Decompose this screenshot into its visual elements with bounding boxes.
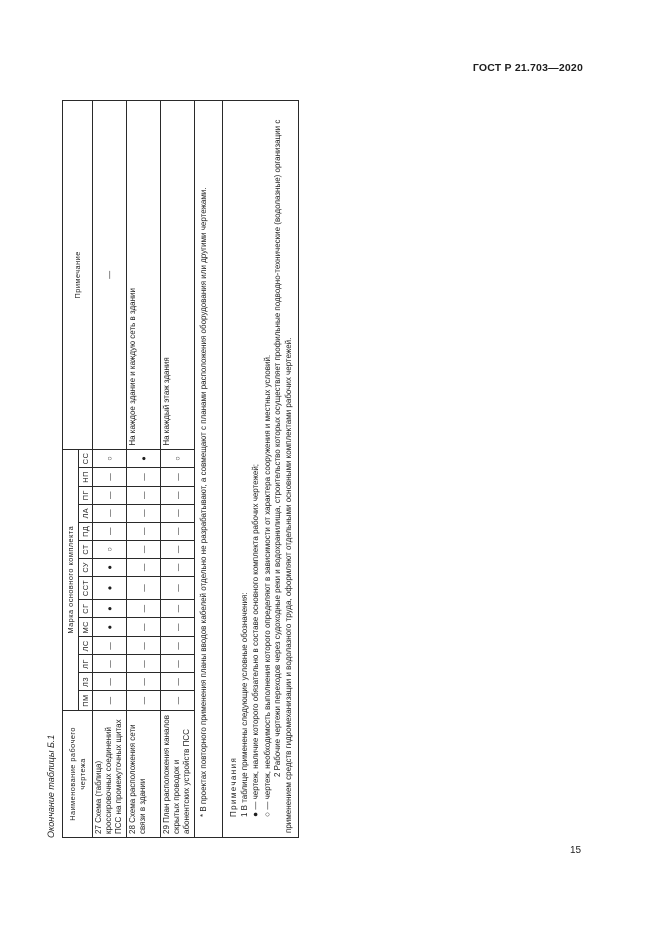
mark-cell: — [127,540,161,558]
mark-cell: — [127,655,161,673]
row-note: — [93,101,127,450]
row-name: 29 План расположения каналов скрытых проводок и абонентских устройств ПСС [161,710,195,837]
drawings-table [62,100,299,838]
footnote-text: * В проектах повторного применения планы вводов кабелей отдельно не разрабатывают, а совмещают с планами расположения оборудования или другими чертежами. [199,187,208,817]
mark-header: СУ [79,558,93,576]
mark-cell: ○ [93,540,127,558]
mark-cell: ● [93,558,127,576]
mark-header: ССТ [79,576,93,599]
mark-header: ЛЗ [79,673,93,691]
row-name: 28 Схема расположения сети связи в здании [127,710,161,837]
mark-cell: — [127,691,161,710]
group-header-marks: Марка основного комплекта [63,449,79,710]
mark-cell: — [161,691,195,710]
mark-header: НП [79,468,93,487]
note-1-empty-line [262,105,274,817]
note-1-intro: 1 В таблице применены следующие условные обозначения: [239,592,249,817]
mark-header: ЛГ [79,655,93,673]
mark-cell: — [161,655,195,673]
mark-cell: — [161,522,195,540]
mark-cell: — [93,673,127,691]
mark-cell: — [93,468,127,487]
mark-cell: — [127,504,161,522]
mark-cell: — [161,637,195,655]
mark-cell: — [127,468,161,487]
mark-cell: ○ [93,449,127,468]
table-notes [223,101,299,838]
document-code: ГОСТ Р 21.703—2020 [472,62,583,74]
empty-circle-symbol: ○ [261,811,272,817]
mark-cell: — [127,522,161,540]
mark-cell: — [161,486,195,504]
mark-cell: ● [93,618,127,637]
col-header-name: Наименование рабочего чертежа [63,710,93,837]
mark-cell: — [93,655,127,673]
mark-cell: ● [127,449,161,468]
mark-cell: — [161,576,195,599]
row-note: На каждое здание и каждую сеть в здании [127,101,161,450]
mark-cell: ● [93,576,127,599]
mark-header: ПД [79,522,93,540]
mark-cell: — [127,486,161,504]
mark-cell: — [161,673,195,691]
mark-cell: — [127,673,161,691]
mark-cell: — [161,540,195,558]
page-number: 15 [570,845,582,856]
mark-cell: — [93,486,127,504]
mark-header: ПМ [79,691,93,710]
mark-cell: ● [93,600,127,618]
mark-cell: — [161,600,195,618]
col-header-note: Примечание [63,101,93,450]
mark-cell: — [93,637,127,655]
note-2: 2 Рабочие чертежи переходов через судоходные реки и водохранилища, строительство которых осуществляет профильные подводно-технические (водолазные) организации с применением средств гидромеханизации и водолазного труда, оформляют отдельными основными комплектами рабочих чертежей. [273,119,293,833]
mark-cell: — [127,618,161,637]
table-row [161,101,195,838]
table-row [93,101,127,838]
table-row [127,101,161,838]
row-note: На каждый этаж здания [161,101,195,450]
filled-circle-symbol: ● [250,811,260,817]
mark-cell: — [127,576,161,599]
mark-header: СГ [79,600,93,618]
mark-cell: — [127,637,161,655]
table-caption: Окончание таблицы Б.1 [46,734,56,838]
mark-cell: ○ [161,449,195,468]
note-1-filled-line [250,105,262,817]
mark-header: СТ [79,540,93,558]
empty-circle-text: — чертеж, необходимость выполнения которого определяют в зависимости от характера сооружения и местных условий. [262,354,272,810]
mark-cell: — [93,504,127,522]
mark-header: МС [79,618,93,637]
rotated-table-block [46,100,336,838]
filled-circle-text: — чертеж, наличие которого обязательно в составе основного комплекта рабочих чертежей; [251,463,260,810]
mark-header: ЛА [79,504,93,522]
notes-title: Примечания [229,756,238,817]
mark-header: ПГ [79,486,93,504]
mark-cell: — [161,504,195,522]
mark-header: ЛС [79,637,93,655]
mark-cell: — [93,691,127,710]
mark-cell: — [93,522,127,540]
mark-cell: — [161,468,195,487]
mark-cell: — [161,618,195,637]
row-name: 27 Схема (таблица) кроссировочных соединений ПСС на промежуточных щитах [93,710,127,837]
mark-cell: — [161,558,195,576]
mark-cell: — [127,600,161,618]
mark-header: СС [79,449,93,468]
mark-cell: — [127,558,161,576]
table-footnote [195,101,223,838]
